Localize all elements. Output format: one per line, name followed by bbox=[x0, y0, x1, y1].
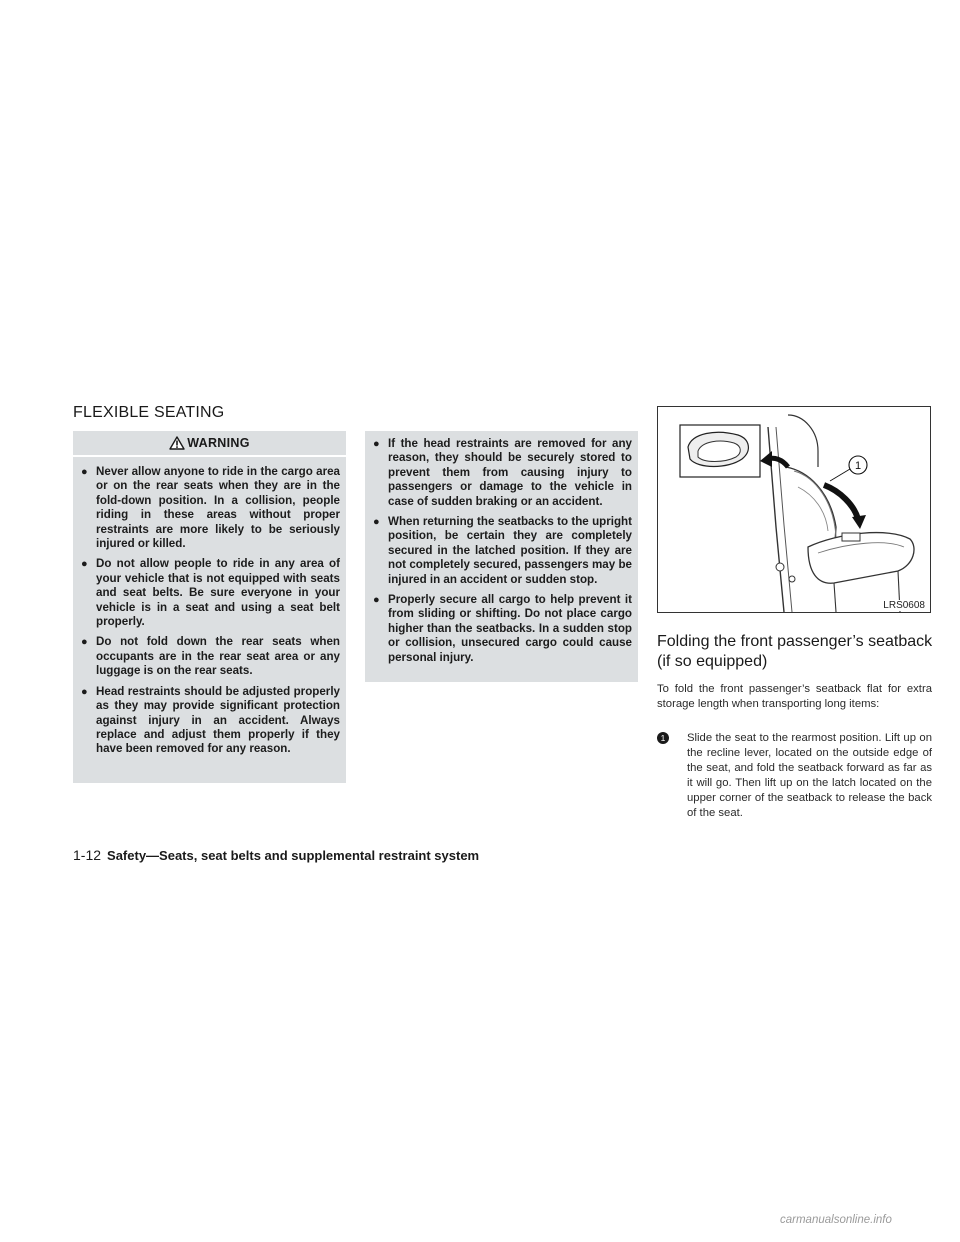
warning-box-left bbox=[73, 431, 346, 783]
step-number: 1 bbox=[657, 732, 669, 744]
warning-list-left bbox=[81, 465, 340, 757]
page-number: 1-12 bbox=[73, 847, 102, 863]
section-title: FLEXIBLE SEATING bbox=[73, 404, 225, 421]
chapter-title: Safety—Seats, seat belts and supplemental restraint system bbox=[107, 848, 480, 863]
step-text: Slide the seat to the rearmost position. Lift up on the recline lever, located on the outside edge of the seat, and fold the seatback forward as far as it will go. Then lift up on the latch located on the upper corner of the seatback to release the back of the seat. bbox=[687, 732, 932, 819]
bullet-icon: ● bbox=[81, 466, 88, 478]
warning-item: ● Head restraints should be adjusted properly as they may provide significant protection against injury in an accident. Always replace and adjust them properly if they have been removed for any reason. bbox=[81, 684, 340, 756]
seatback-fold-diagram bbox=[658, 407, 930, 612]
warning-list-right bbox=[373, 437, 632, 665]
warning-item: ● When returning the seatbacks to the upright position, be certain they are completely secured in the latched position. If they are not completely secured, passengers may be injured in an accident or sudden stop. bbox=[373, 515, 632, 586]
subsection-intro: To fold the front passenger’s seatback flat for extra storage length when transporting long items: bbox=[657, 683, 932, 710]
bullet-icon: ● bbox=[373, 516, 380, 529]
warning-triangle-icon bbox=[169, 436, 185, 450]
warning-item: ● Never allow anyone to ride in the cargo area or on the rear seats when they are in the fold-down position. In a collision, people riding in these areas without proper restraints are more likely to be seriously injured or killed. bbox=[81, 465, 340, 551]
bullet-icon: ● bbox=[81, 558, 88, 571]
subsection-title: Folding the front passenger’s seatback (if so equipped) bbox=[657, 633, 933, 670]
warning-item: ● Do not fold down the rear seats when occupants are in the rear seat area or any luggage is on the rear seats. bbox=[81, 635, 340, 678]
warning-item: ● If the head restraints are removed for any reason, they should be securely stored to prevent them from causing injury to passengers or damage to the vehicle in case of sudden braking or an accident. bbox=[373, 437, 632, 508]
figure-code: LRS0608 bbox=[883, 600, 925, 611]
warning-header bbox=[73, 431, 346, 457]
bullet-icon: ● bbox=[373, 438, 380, 450]
warning-item: ● Properly secure all cargo to help prevent it from sliding or shifting. Do not place cargo higher than the seatbacks. In a sudden stop or collision, unsecured cargo could cause personal injury. bbox=[373, 593, 632, 664]
warning-label: WARNING bbox=[187, 436, 250, 450]
watermark: carmanualsonline.info bbox=[780, 1214, 892, 1226]
warning-box-right bbox=[365, 431, 638, 682]
warning-item: ● Do not allow people to ride in any area of your vehicle that is not equipped with seats and seat belts. Be sure everyone in your vehicle is in a seat and using a seat belt properly. bbox=[81, 557, 340, 629]
callout-label: 1 bbox=[854, 460, 862, 472]
seat-illustration bbox=[657, 406, 931, 613]
step-item bbox=[657, 731, 932, 821]
page-footer bbox=[73, 847, 479, 863]
bullet-icon: ● bbox=[81, 685, 88, 698]
bullet-icon: ● bbox=[81, 636, 88, 649]
bullet-icon: ● bbox=[373, 594, 380, 607]
